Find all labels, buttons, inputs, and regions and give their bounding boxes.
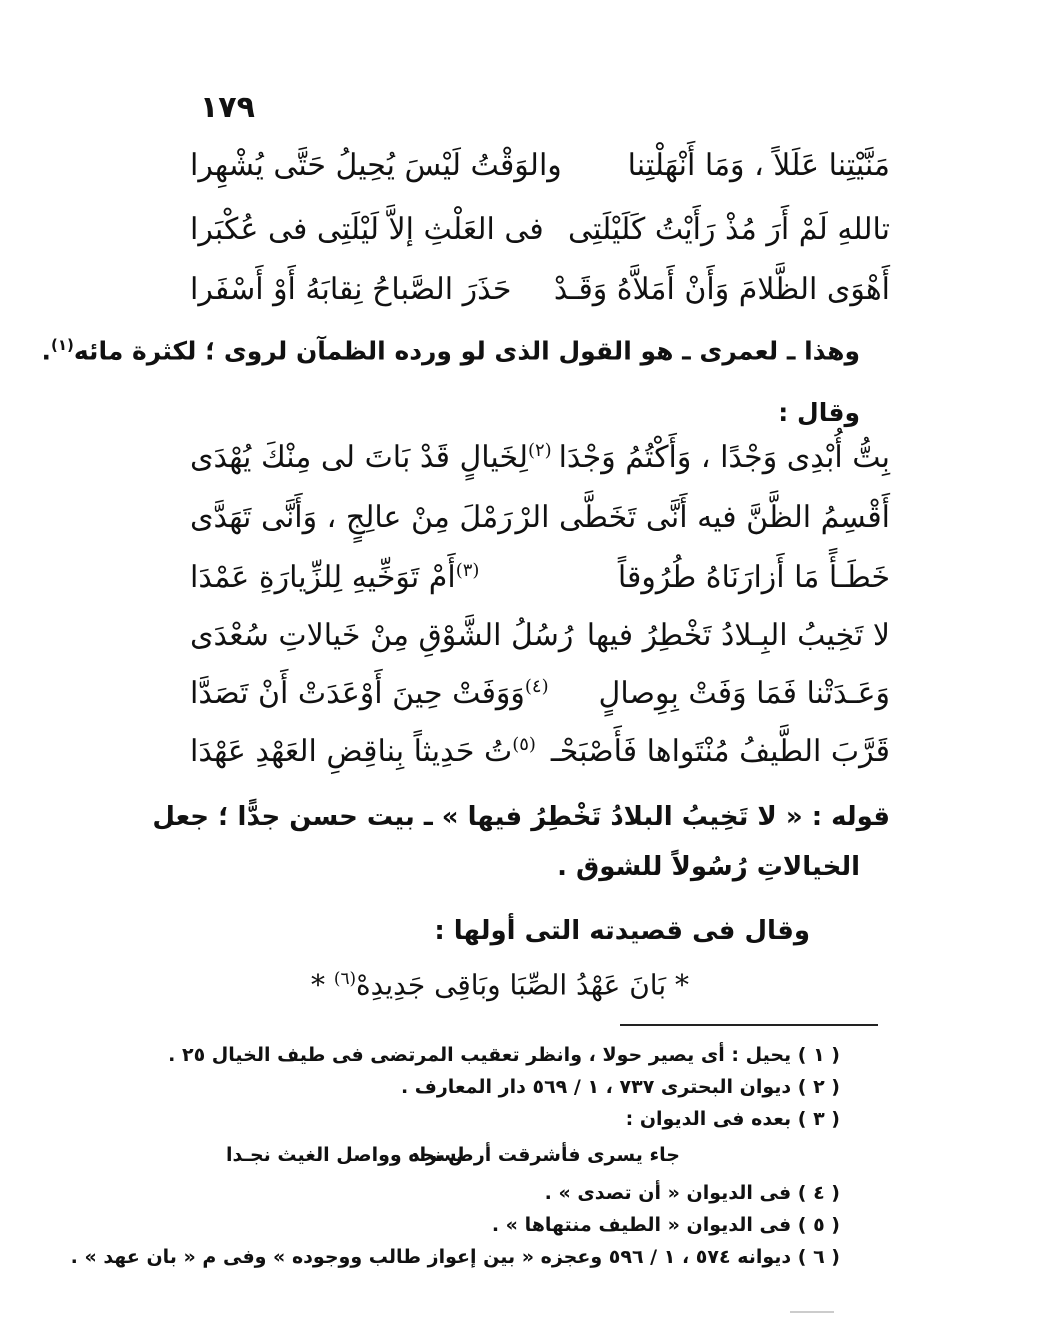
- verse-line: [190, 618, 890, 670]
- said-heading: وقال فى قصيدته التى أولها :: [434, 916, 810, 946]
- commentary-text: وهذا ـ لعمرى ـ هو القول الذى لو ورده الظمآن لروى ؛ لكثرة مائه: [73, 336, 860, 366]
- verse-first-hemistich: أَقْسِمُ الظَّنَّ فيه أَنَّى تَخَطَّى الرْ: [515, 500, 890, 535]
- footnote: ( ٣ ) بعده فى الديوان :: [625, 1108, 840, 1130]
- verse-second-hemistich: فى العَلْثِ إلاَّ لَيْلَتِى فى عُكْبَرا: [190, 212, 544, 247]
- verse-line: [190, 440, 890, 492]
- verse-first-hemistich: قَرَّبَ الطَّيفُ مُنْتَواها فَأَصْبَحْـ: [550, 734, 890, 769]
- footnote-ref: (٦): [333, 968, 357, 988]
- footnote: ( ٢ ) ديوان البحترى ٧٣٧ ، ١ / ٥٦٩ دار المعارف .: [400, 1076, 840, 1098]
- verse-first-hemistich: تاللهِ لَمْ أَرَ مُذْ رَأَيْتُ كَلَيْلَتِى: [568, 212, 890, 247]
- hemistich-text: تُ حَدِيثاً بِناقِضِ العَهْدِ عَهْدَا: [190, 734, 513, 769]
- said-heading: وقال :: [778, 398, 860, 427]
- verse-second-hemistich: [190, 440, 552, 475]
- verse-line: [190, 272, 890, 324]
- footnote: ( ٥ ) فى الديوان « الطيف منتهاها » .: [491, 1214, 840, 1236]
- verse-second-hemistich: [190, 560, 479, 595]
- verse-first-hemistich: بِتُّ أُبْدِى وَجْدًا ، وَأَكْتُمُ وَجْدَا: [558, 440, 890, 475]
- verse-line: [190, 500, 890, 552]
- verse-line: [190, 560, 890, 612]
- footnote-verse-second: لسراه وواصل الغيث نجـدا: [226, 1144, 465, 1166]
- verse-line: [190, 734, 890, 786]
- verse-line: [190, 148, 890, 200]
- verse-line: [190, 212, 890, 264]
- footnote: ( ٦ ) ديوانه ٥٧٤ ، ١ / ٥٩٦ وعجزه « بين إعواز طالب ووجوده » وفى م « بان عهد » .: [70, 1246, 840, 1268]
- verse-first-hemistich: أَهْوَى الظَّلامَ وَأَنْ أَمَلاَّهُ وَقَـدْ: [553, 272, 890, 307]
- opening-hemistich: [300, 968, 700, 1001]
- verse-line: [190, 676, 890, 728]
- verse-first-hemistich: مَنَّيْتِنا عَلَلاً ، وَمَا أَنْهَلْتِنا: [627, 148, 890, 183]
- footnote-ref: (١): [51, 336, 74, 354]
- verse-second-hemistich: رَمْلَ مِنْ عالِجٍ ، وَأَنَّى تَهَدَّى: [190, 500, 513, 535]
- footnote: ( ٤ ) فى الديوان « أن تصدى » .: [544, 1182, 840, 1204]
- commentary-line: قوله : « لا تَخِيبُ البلادُ تَخْطِرُ فيها » ـ بيت حسن جدًّا ؛ جعل: [152, 802, 890, 832]
- footnote: ( ١ ) يحيل : أى يصير حولا ، وانظر تعقيب المرتضى فى طيف الخيال ٢٥ .: [168, 1044, 840, 1066]
- verse-second-hemistich: والوَقْتُ لَيْسَ يُحِيلُ حَتَّى يُشْهِرا: [190, 148, 562, 183]
- verse-second-hemistich: حَذَرَ الصَّباحُ نِقابَهُ أَوْ أَسْفَرا: [190, 272, 512, 307]
- footnote-ref: (٤): [524, 676, 549, 697]
- page-number: ١٧٩: [200, 90, 255, 125]
- hemistich-text: وَوَفَتْ حِينَ أَوْعَدَتْ أَنْ تَصَدَّا: [190, 676, 525, 711]
- scan-artifact: [790, 1311, 834, 1313]
- footnote-separator: [620, 1024, 878, 1026]
- verse-second-hemistich: [190, 676, 549, 711]
- star-mark: *: [310, 968, 325, 1002]
- hemistich-text: أَمْ تَوَخِّيهِ لِلزِّيارَةِ عَمْدَا: [190, 560, 456, 595]
- commentary-paragraph: وهذا ـ لعمرى ـ هو القول الذى لو ورده الظمآن لروى ؛ لكثرة مائه$^{(١)}$.: [41, 336, 860, 366]
- footnote-verse-first: جاء يسرى فأشرقت أرض نجد: [409, 1144, 680, 1166]
- verse-first-hemistich: خَطَـأً مَا أَزارَنَاهُ طُرُوقاً: [617, 560, 890, 595]
- opening-text: * بَانَ عَهْدُ الصِّبَا وبَاقِى جَدِيدِهْ: [356, 968, 690, 1002]
- hemistich-text: لِخَيالٍ قَدْ بَاتَ لى مِنْكَ يُهْدَى: [190, 440, 528, 475]
- footnote-ref: (٣): [455, 560, 480, 581]
- footnote-ref: (٥): [512, 734, 536, 755]
- verse-second-hemistich: [190, 734, 536, 769]
- footnote-ref: (٢): [527, 440, 552, 461]
- commentary-line: الخيالاتِ رُسُولاً للشوق .: [557, 852, 860, 882]
- verse-second-hemistich: رُسُلُ الشَّوْقِ مِنْ خَيالاتِ سُعْدَى: [190, 618, 574, 653]
- verse-first-hemistich: لا تَخِيبُ البِـلادُ تَخْطِرُ فيها: [586, 618, 890, 653]
- verse-first-hemistich: وَعَـدَتْنا فَمَا وَفَتْ بِوِصالٍ: [598, 676, 890, 711]
